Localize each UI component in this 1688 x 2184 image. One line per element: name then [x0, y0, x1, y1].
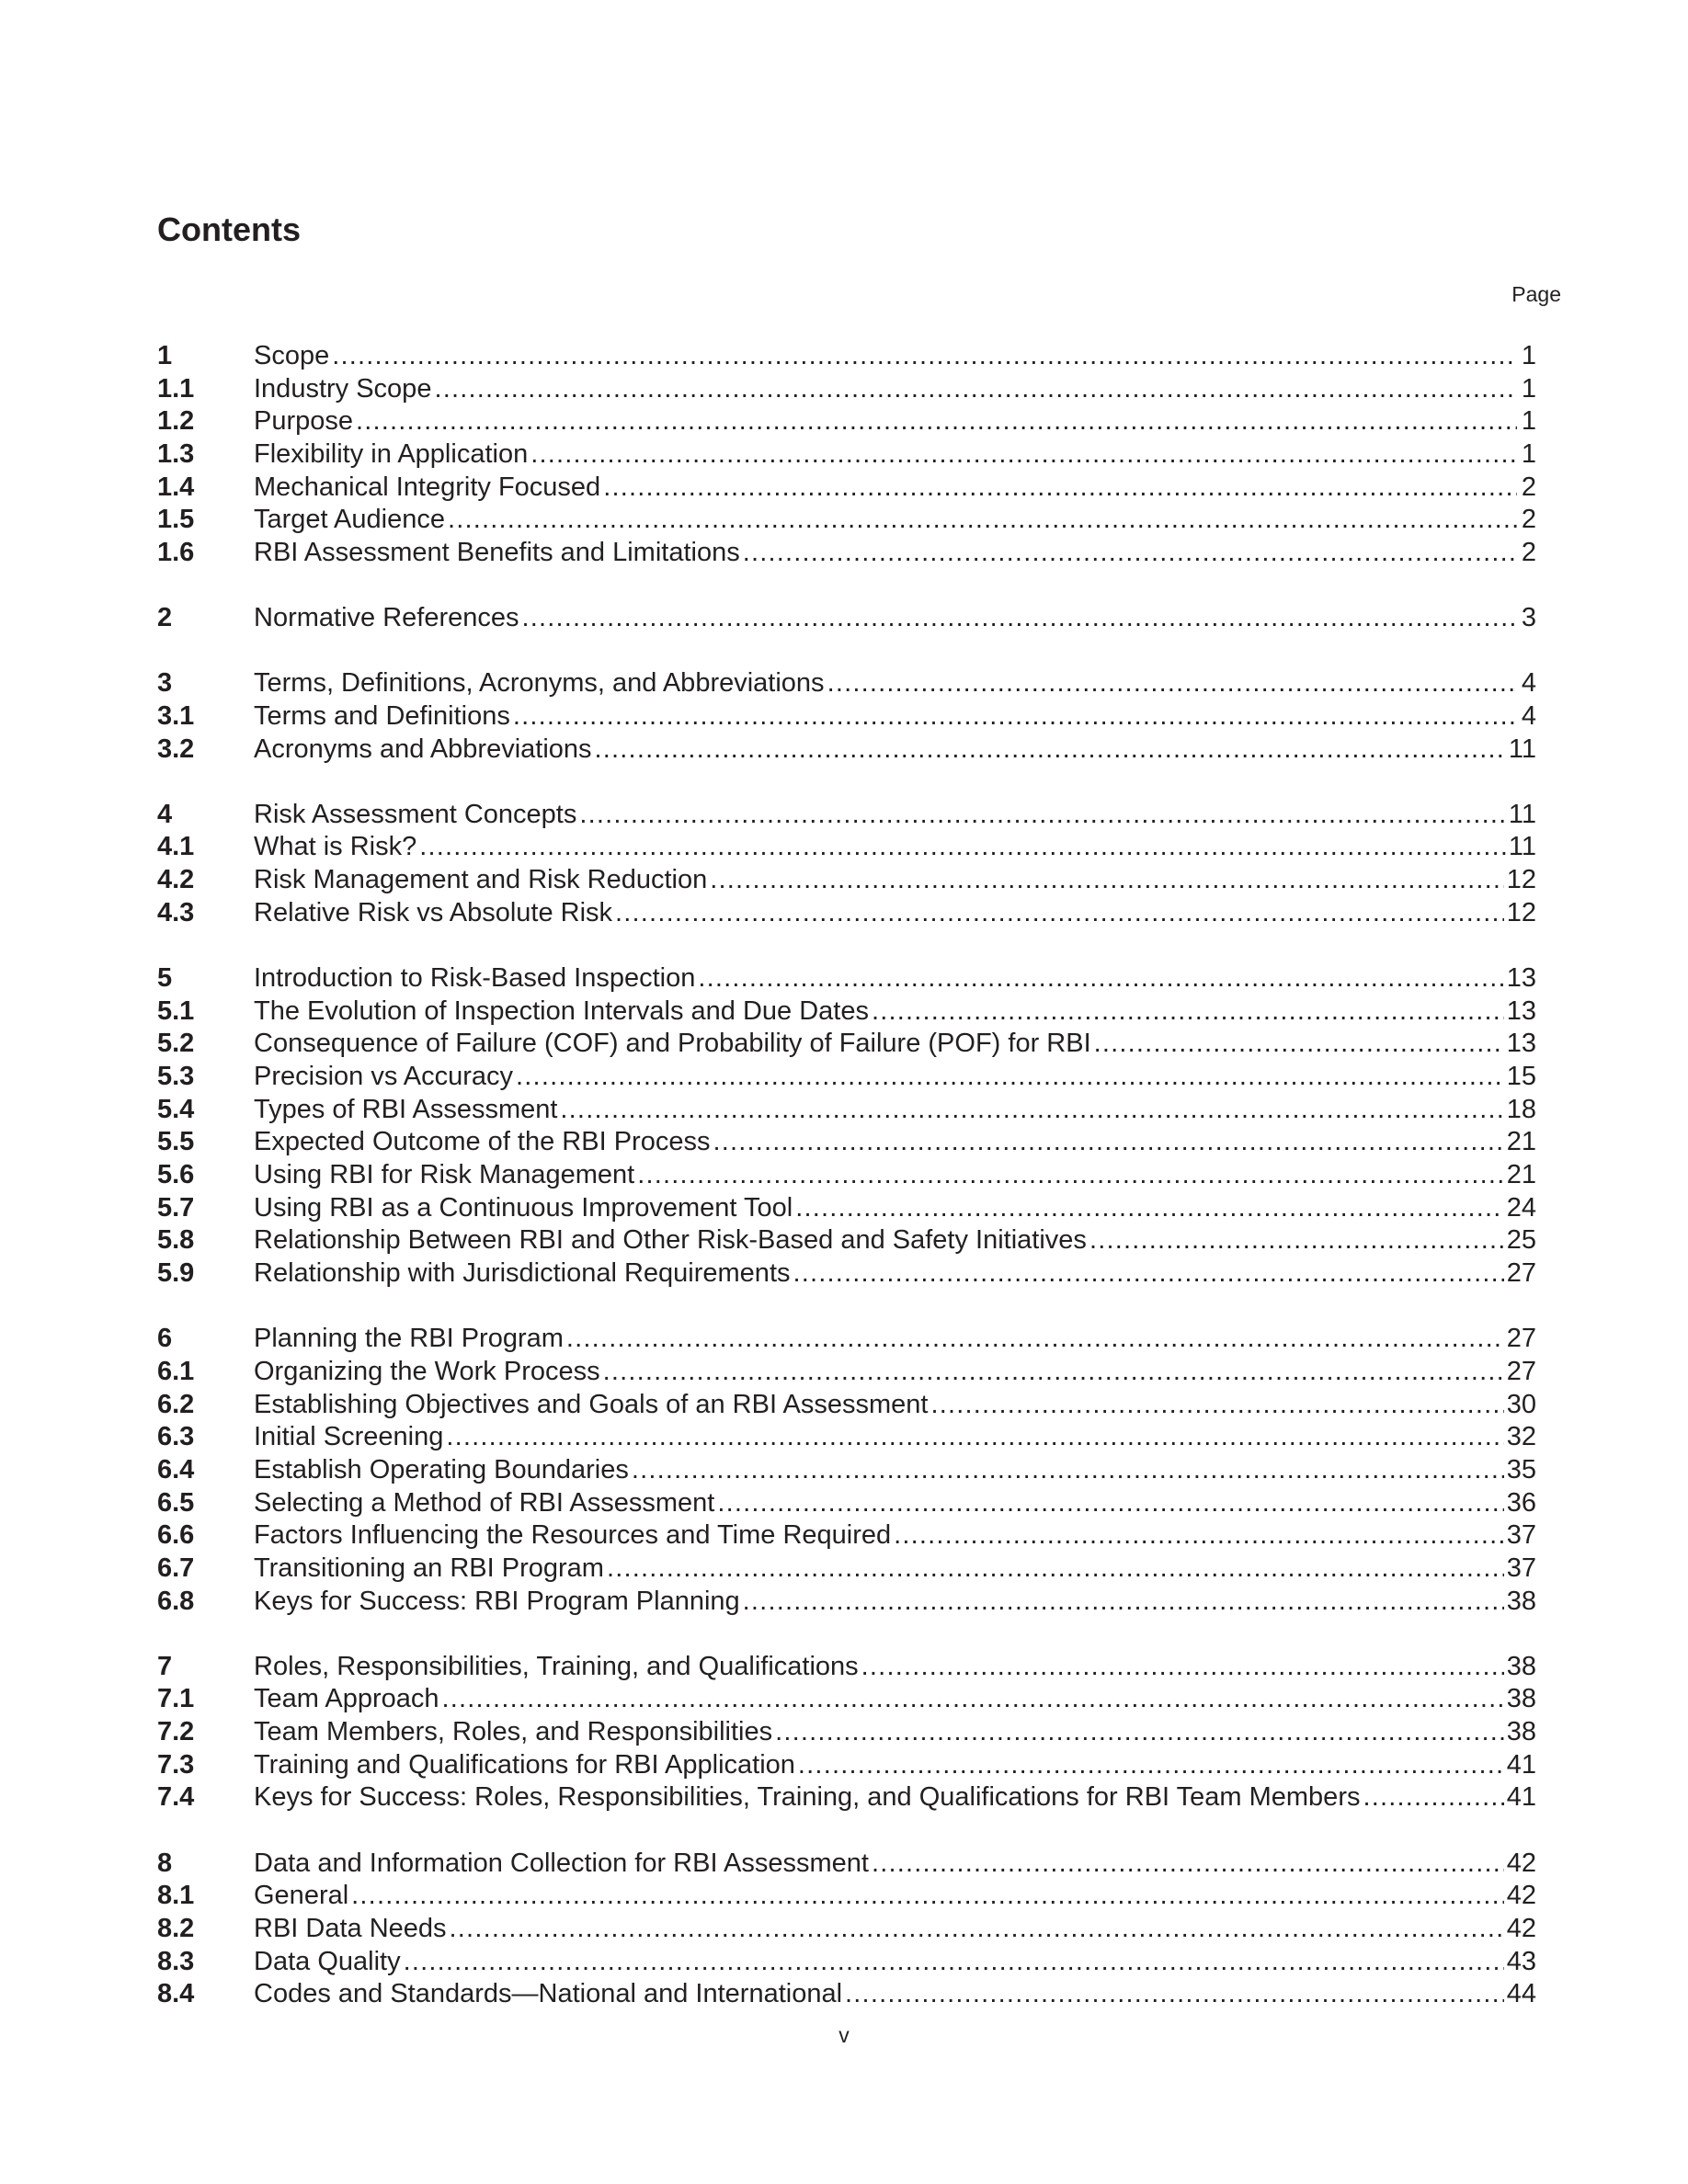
toc-entry[interactable]: [157, 1061, 1536, 1094]
dot-leader: [930, 1389, 1503, 1422]
toc-entry-title: Mechanical Integrity Focused: [254, 472, 601, 502]
toc-entry-number: 5.2: [157, 1029, 195, 1059]
toc-entry[interactable]: [157, 1913, 1536, 1946]
dot-leader: [560, 1094, 1503, 1127]
toc-entry-number: 1.2: [157, 406, 195, 437]
toc-entry-page: 13: [1506, 1029, 1536, 1059]
toc-entry-title: Risk Assessment Concepts: [254, 799, 577, 829]
toc-entry-number: 6.1: [157, 1356, 195, 1386]
toc-entry-page: 21: [1506, 1127, 1536, 1157]
toc-entry-page: 12: [1506, 897, 1536, 927]
dot-leader: [448, 504, 1517, 537]
toc-entry-page: 21: [1506, 1160, 1536, 1189]
toc-entry-page: 12: [1506, 865, 1536, 895]
toc-entry-title: Data Quality: [254, 1946, 401, 1976]
toc-entry[interactable]: [157, 897, 1536, 930]
toc-entry-number: 1: [157, 341, 173, 370]
toc-entry-page: 24: [1506, 1192, 1536, 1223]
toc-entry-page: 3: [1521, 603, 1536, 633]
toc-entry[interactable]: [157, 1716, 1536, 1749]
toc-entry-page: 42: [1506, 1848, 1536, 1878]
toc-entry-number: 7.2: [157, 1717, 195, 1747]
toc-entry[interactable]: [157, 438, 1536, 472]
toc-entry-page: 41: [1506, 1782, 1536, 1813]
dot-leader: [743, 1586, 1504, 1619]
toc-entry-title: Establishing Objectives and Goals of an RBI Assessment: [254, 1389, 929, 1419]
toc-entry-number: 1.5: [157, 505, 195, 535]
toc-entry-title: Risk Management and Risk Reduction: [254, 865, 708, 895]
toc-entry-title: Codes and Standards—National and International: [254, 1979, 843, 2009]
toc-entry-page: 37: [1506, 1520, 1536, 1551]
toc-entry-number: 6.2: [157, 1389, 195, 1419]
toc-entry-title: Keys for Success: Roles, Responsibilities, Training, and Qualifications for RBI Team Members: [254, 1782, 1361, 1813]
toc-entry-title: Target Audience: [254, 505, 445, 535]
toc-entry-title: Consequence of Failure (COF) and Probability of Failure (POF) for RBI: [254, 1029, 1091, 1059]
toc-entry-title: Industry Scope: [254, 373, 432, 404]
dot-leader: [513, 700, 1517, 734]
toc-entry-page: 2: [1521, 505, 1536, 535]
dot-leader: [717, 1487, 1503, 1520]
toc-entry-page: 2: [1521, 472, 1536, 502]
toc-entry[interactable]: [157, 602, 1536, 635]
toc-entry[interactable]: [157, 1126, 1536, 1159]
toc-entry[interactable]: [157, 405, 1536, 438]
toc-entry-number: 5.5: [157, 1127, 195, 1157]
toc-entry-title: Terms and Definitions: [254, 700, 510, 731]
toc-entry-number: 5.1: [157, 995, 195, 1026]
toc-entry[interactable]: [157, 1192, 1536, 1225]
toc-section: [157, 1323, 1536, 1618]
dot-leader: [637, 1159, 1504, 1192]
toc-entry-number: 3.1: [157, 700, 195, 731]
toc-entry-page: 36: [1506, 1487, 1536, 1518]
toc-entry-title: Acronyms and Abbreviations: [254, 734, 592, 764]
toc-entry[interactable]: [157, 1094, 1536, 1127]
footer-page-number: v: [838, 2023, 850, 2047]
dot-leader: [522, 602, 1518, 635]
dot-leader: [404, 1946, 1504, 1979]
toc-entry-title: Training and Qualifications for RBI Application: [254, 1749, 795, 1780]
toc-entry-title: What is Risk?: [254, 832, 417, 862]
toc-entry-number: 5.8: [157, 1225, 195, 1256]
toc-entry[interactable]: [157, 1683, 1536, 1716]
toc-entry-page: 15: [1506, 1061, 1536, 1091]
toc-entry[interactable]: [157, 799, 1536, 832]
toc-entry-number: 3: [157, 668, 173, 699]
toc-entry[interactable]: [157, 340, 1536, 373]
toc-entry[interactable]: [157, 1553, 1536, 1586]
toc-entry-page: 11: [1508, 799, 1536, 829]
dot-leader: [698, 962, 1503, 995]
toc-section: [157, 602, 1536, 635]
toc-entry[interactable]: [157, 373, 1536, 406]
toc-entry-page: 1: [1521, 406, 1536, 437]
toc-entry-page: 44: [1506, 1979, 1536, 2009]
toc-entry-page: 32: [1506, 1422, 1536, 1452]
dot-leader: [872, 995, 1504, 1029]
toc-entry-title: Using RBI as a Continuous Improvement Tool: [254, 1192, 793, 1223]
toc-entry-number: 1.4: [157, 472, 195, 502]
toc-entry[interactable]: [157, 1454, 1536, 1487]
dot-leader: [419, 831, 1506, 864]
toc-entry-page: 13: [1506, 962, 1536, 993]
dot-leader: [1363, 1781, 1503, 1814]
toc-entry-page: 27: [1506, 1324, 1536, 1354]
toc-entry-title: Planning the RBI Program: [254, 1324, 564, 1354]
table-of-contents: [157, 340, 1536, 2043]
toc-entry-number: 5.9: [157, 1258, 195, 1289]
toc-entry-title: Selecting a Method of RBI Assessment: [254, 1487, 715, 1518]
toc-entry[interactable]: [157, 1848, 1536, 1881]
toc-entry[interactable]: [157, 1389, 1536, 1422]
toc-entry[interactable]: [157, 831, 1536, 864]
dot-leader: [595, 734, 1506, 767]
toc-entry-number: 4.2: [157, 865, 195, 895]
toc-entry-page: 43: [1506, 1946, 1536, 1976]
toc-entry[interactable]: [157, 700, 1536, 734]
toc-entry-title: Purpose: [254, 406, 354, 437]
toc-entry-page: 42: [1506, 1913, 1536, 1943]
page-column-label: Page: [1511, 282, 1561, 306]
dot-leader: [1094, 1028, 1504, 1061]
toc-entry-number: 8: [157, 1848, 173, 1878]
toc-entry[interactable]: [157, 1257, 1536, 1291]
toc-entry-title: Terms, Definitions, Acronyms, and Abbreviations: [254, 668, 825, 699]
toc-entry-number: 5.6: [157, 1160, 195, 1189]
toc-entry[interactable]: [157, 1978, 1536, 2011]
dot-leader: [827, 667, 1517, 700]
dot-leader: [351, 1880, 1504, 1913]
dot-leader: [845, 1978, 1504, 2011]
dot-leader: [356, 405, 1517, 438]
toc-entry-number: 6.4: [157, 1454, 195, 1484]
dot-leader: [442, 1683, 1504, 1716]
toc-entry-title: Relationship Between RBI and Other Risk-Based and Safety Initiatives: [254, 1225, 1087, 1256]
toc-entry-page: 37: [1506, 1553, 1536, 1583]
toc-entry-number: 5.3: [157, 1061, 195, 1091]
toc-entry-title: Relative Risk vs Absolute Risk: [254, 897, 613, 927]
toc-entry-page: 11: [1508, 832, 1536, 862]
dot-leader: [603, 1356, 1504, 1389]
toc-entry-number: 6.3: [157, 1422, 195, 1452]
toc-entry[interactable]: [157, 1224, 1536, 1257]
toc-section: [157, 799, 1536, 930]
toc-entry-title: Initial Screening: [254, 1422, 444, 1452]
toc-entry[interactable]: [157, 1028, 1536, 1061]
toc-entry-number: 8.1: [157, 1881, 195, 1911]
toc-entry[interactable]: [157, 1880, 1536, 1913]
toc-entry-number: 7.4: [157, 1782, 195, 1813]
toc-entry-number: 1.6: [157, 538, 195, 568]
toc-entry-page: 41: [1506, 1749, 1536, 1780]
toc-entry-page: 4: [1521, 668, 1536, 699]
toc-entry-number: 2: [157, 603, 173, 633]
toc-entry-page: 38: [1506, 1586, 1536, 1616]
toc-entry-title: Team Members, Roles, and Responsibilities: [254, 1717, 773, 1747]
toc-entry[interactable]: [157, 1356, 1536, 1389]
toc-entry-number: 6.6: [157, 1520, 195, 1551]
dot-leader: [530, 438, 1517, 472]
toc-entry-title: Using RBI for Risk Management: [254, 1160, 635, 1189]
toc-entry[interactable]: [157, 472, 1536, 505]
dot-leader: [632, 1454, 1504, 1487]
dot-leader: [894, 1519, 1504, 1553]
toc-entry-number: 8.4: [157, 1979, 195, 2009]
toc-entry-page: 13: [1506, 995, 1536, 1026]
toc-entry-page: 1: [1521, 373, 1536, 404]
toc-entry[interactable]: [157, 995, 1536, 1029]
toc-entry[interactable]: [157, 1946, 1536, 1979]
toc-section: [157, 1651, 1536, 1814]
dot-leader: [332, 340, 1517, 373]
toc-entry-page: 1: [1521, 341, 1536, 370]
dot-leader: [566, 1323, 1504, 1356]
toc-entry-number: 3.2: [157, 734, 195, 764]
toc-entry-page: 42: [1506, 1881, 1536, 1911]
toc-entry[interactable]: [157, 1519, 1536, 1553]
toc-entry-number: 4.3: [157, 897, 195, 927]
toc-entry-title: Flexibility in Application: [254, 439, 529, 470]
dot-leader: [1089, 1224, 1504, 1257]
toc-entry-number: 8.2: [157, 1913, 195, 1943]
toc-entry[interactable]: [157, 1323, 1536, 1356]
toc-entry-number: 7.1: [157, 1684, 195, 1714]
toc-entry-number: 4: [157, 799, 173, 829]
toc-entry[interactable]: [157, 962, 1536, 995]
dot-leader: [603, 472, 1517, 505]
toc-entry-title: Introduction to Risk-Based Inspection: [254, 962, 696, 993]
dot-leader: [615, 897, 1504, 930]
dot-leader: [579, 799, 1506, 832]
dot-leader: [607, 1553, 1504, 1586]
dot-leader: [793, 1257, 1504, 1291]
toc-entry[interactable]: [157, 864, 1536, 897]
toc-entry[interactable]: [157, 504, 1536, 537]
toc-entry[interactable]: [157, 1159, 1536, 1192]
toc-entry-title: Types of RBI Assessment: [254, 1094, 558, 1124]
dot-leader: [795, 1192, 1504, 1225]
toc-entry-title: Factors Influencing the Resources and Time Required: [254, 1520, 892, 1551]
toc-entry-title: Precision vs Accuracy: [254, 1061, 514, 1091]
toc-section: [157, 962, 1536, 1291]
toc-section: [157, 340, 1536, 570]
dot-leader: [743, 537, 1517, 570]
toc-entry-page: 38: [1506, 1717, 1536, 1747]
toc-entry[interactable]: [157, 1421, 1536, 1454]
dot-leader: [434, 373, 1517, 406]
toc-entry-number: 5: [157, 962, 173, 993]
toc-entry-title: Keys for Success: RBI Program Planning: [254, 1586, 740, 1616]
dot-leader: [516, 1061, 1504, 1094]
toc-entry-title: Team Approach: [254, 1684, 439, 1714]
contents-heading: Contents: [157, 210, 301, 248]
toc-entry-page: 18: [1506, 1094, 1536, 1124]
toc-section: [157, 1848, 1536, 2011]
toc-entry-title: RBI Data Needs: [254, 1913, 447, 1943]
toc-entry-number: 6.5: [157, 1487, 195, 1518]
toc-entry-page: 4: [1521, 700, 1536, 731]
toc-entry-number: 8.3: [157, 1946, 195, 1976]
toc-entry-number: 6: [157, 1324, 173, 1354]
toc-entry-title: Scope: [254, 341, 330, 370]
toc-entry-title: General: [254, 1881, 349, 1911]
toc-entry[interactable]: [157, 1586, 1536, 1619]
toc-entry-number: 4.1: [157, 832, 195, 862]
toc-entry-page: 27: [1506, 1356, 1536, 1386]
dot-leader: [872, 1848, 1504, 1881]
toc-entry[interactable]: [157, 734, 1536, 767]
toc-entry-title: Transitioning an RBI Program: [254, 1553, 604, 1583]
toc-entry-page: 38: [1506, 1684, 1536, 1714]
toc-entry-page: 2: [1521, 538, 1536, 568]
dot-leader: [446, 1421, 1503, 1454]
toc-entry-title: Establish Operating Boundaries: [254, 1454, 629, 1484]
toc-entry[interactable]: [157, 1487, 1536, 1520]
toc-entry[interactable]: [157, 1749, 1536, 1782]
toc-section: [157, 667, 1536, 766]
toc-entry-title: Data and Information Collection for RBI Assessment: [254, 1848, 869, 1878]
toc-entry-number: 5.7: [157, 1192, 195, 1223]
toc-entry-number: 6.8: [157, 1586, 195, 1616]
toc-entry-title: The Evolution of Inspection Intervals and Due Dates: [254, 995, 869, 1026]
dot-leader: [450, 1913, 1504, 1946]
toc-entry-page: 11: [1508, 734, 1536, 764]
toc-entry-title: Relationship with Jurisdictional Requirements: [254, 1258, 791, 1289]
toc-entry[interactable]: [157, 1781, 1536, 1814]
dot-leader: [798, 1749, 1504, 1782]
toc-entry-title: Expected Outcome of the RBI Process: [254, 1127, 711, 1157]
toc-entry-title: Organizing the Work Process: [254, 1356, 600, 1386]
dot-leader: [710, 864, 1503, 897]
toc-entry-number: 7.3: [157, 1749, 195, 1780]
toc-entry-number: 7: [157, 1651, 173, 1681]
toc-entry-number: 1.3: [157, 439, 195, 470]
toc-entry-page: 30: [1506, 1389, 1536, 1419]
toc-entry-page: 1: [1521, 439, 1536, 470]
dot-leader: [775, 1716, 1504, 1749]
toc-entry[interactable]: [157, 1651, 1536, 1684]
toc-entry-page: 25: [1506, 1225, 1536, 1256]
toc-entry-number: 1.1: [157, 373, 195, 404]
toc-entry-page: 35: [1506, 1454, 1536, 1484]
toc-entry-title: Roles, Responsibilities, Training, and Qualifications: [254, 1651, 859, 1681]
toc-entry-title: Normative References: [254, 603, 519, 633]
dot-leader: [713, 1126, 1503, 1159]
toc-entry[interactable]: [157, 537, 1536, 570]
toc-entry-page: 27: [1506, 1258, 1536, 1289]
toc-entry-title: RBI Assessment Benefits and Limitations: [254, 538, 740, 568]
dot-leader: [861, 1651, 1504, 1684]
toc-entry[interactable]: [157, 667, 1536, 700]
toc-entry-number: 6.7: [157, 1553, 195, 1583]
toc-entry-page: 38: [1506, 1651, 1536, 1681]
toc-entry-number: 5.4: [157, 1094, 195, 1124]
